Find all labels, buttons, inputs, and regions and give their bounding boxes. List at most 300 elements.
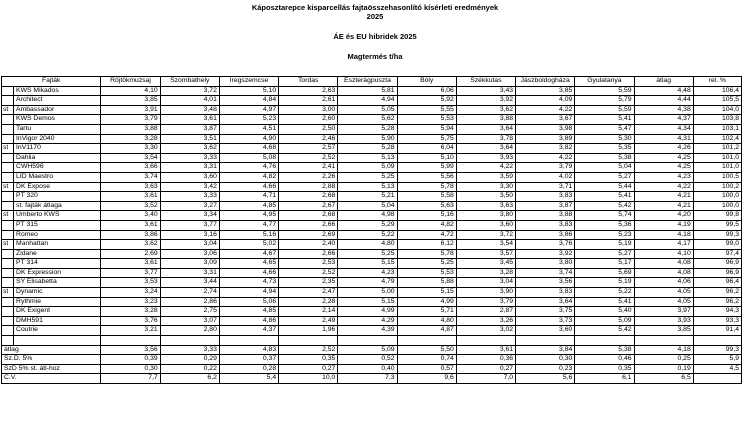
yield-cell: 3,93 [634,316,693,326]
standard-mark [2,268,14,278]
yield-cell: 99,5 [693,220,741,230]
variety-name: Umberto KWS [14,211,101,221]
yield-cell: 4,51 [219,124,278,134]
summary-cell: 0,28 [219,364,278,374]
header-gyulatanya: Gyulatanya [575,77,634,87]
yield-cell: 3,98 [516,124,575,134]
summary-cell: 3,84 [516,345,575,355]
summary-cell: 4,83 [219,345,278,355]
yield-cell: 101,2 [693,144,741,154]
summary-cell: 0,52 [338,355,397,365]
summary-label: Sz.D. 5% [2,355,101,365]
yield-cell: 3,88 [516,211,575,221]
yield-cell: 3,07 [160,316,219,326]
yield-cell: 2,80 [160,326,219,336]
yield-cell: 96,9 [693,259,741,269]
report-year: 2025 [366,12,384,21]
yield-cell: 3,66 [101,163,160,173]
yield-cell: 3,31 [160,268,219,278]
summary-cell: 0,27 [279,364,338,374]
table-row [2,144,742,154]
summary-cell: 0,25 [634,355,693,365]
yield-cell: 5,55 [397,105,456,115]
yield-cell: 5,56 [397,172,456,182]
yield-cell: 4,22 [516,153,575,163]
table-row [2,163,742,173]
yield-cell: 3,62 [160,144,219,154]
yield-cell: 3,23 [101,297,160,307]
yield-cell: 2,50 [279,124,338,134]
yield-cell: 4,22 [456,163,515,173]
summary-cell: 6,5 [634,374,693,384]
summary-cell: 0,35 [575,364,634,374]
variety-name: SY Elisabetta [14,278,101,288]
header-tordas: Tordas [279,77,338,87]
yield-cell: 5,41 [575,297,634,307]
summary-row [2,364,742,374]
yield-cell: 4,21 [634,192,693,202]
yield-cell: 4,99 [397,297,456,307]
yield-cell: 4,05 [634,288,693,298]
yield-cell: 4,37 [634,115,693,125]
yield-cell: 3,33 [160,192,219,202]
yield-cell: 4,73 [219,278,278,288]
yield-cell: 2,49 [279,316,338,326]
yield-cell: 3,72 [160,86,219,96]
yield-cell: 3,51 [160,134,219,144]
standard-mark: st [2,211,14,221]
empty-cell [219,336,278,346]
variety-name: DK Expose [14,182,101,192]
summary-cell: 0,74 [397,355,456,365]
standard-mark [2,96,14,106]
standard-mark: st [2,240,14,250]
yield-cell: 3,92 [456,96,515,106]
yield-cell: 4,39 [338,326,397,336]
yield-cell: 99,3 [693,230,741,240]
yield-cell: 100,0 [693,201,741,211]
summary-cell: 4,5 [693,364,741,374]
variety-name: Romeo [14,230,101,240]
yield-cell: 4,17 [634,240,693,250]
yield-cell: 3,90 [456,288,515,298]
variety-name: PT 315 [14,220,101,230]
summary-cell: 3,61 [456,345,515,355]
yield-cell: 2,67 [279,201,338,211]
yield-cell: 97,4 [693,249,741,259]
yield-cell: 2,69 [279,230,338,240]
table-row [2,172,742,182]
header-jaszboldoghaza: Jászboldogháza [516,77,575,87]
summary-cell: 4,18 [634,345,693,355]
standard-mark [2,297,14,307]
yield-cell: 1,96 [279,326,338,336]
yield-cell: 3,85 [101,96,160,106]
summary-cell: 2,52 [279,345,338,355]
yield-cell: 5,19 [575,240,634,250]
variety-name: DMH591 [14,316,101,326]
yield-cell: 3,16 [160,230,219,240]
spacer-row [2,336,742,346]
yield-cell: 4,80 [338,240,397,250]
yield-cell: 3,28 [101,134,160,144]
yield-cell: 5,25 [338,172,397,182]
summary-cell: 3,33 [160,345,219,355]
yield-cell: 3,62 [456,105,515,115]
summary-cell: 7,0 [456,374,515,384]
variety-name: Rythmie [14,297,101,307]
table-row [2,288,742,298]
yield-cell: 2,86 [160,297,219,307]
summary-cell: 0,23 [516,364,575,374]
yield-cell: 5,25 [338,249,397,259]
yield-cell: 5,21 [338,192,397,202]
yield-cell: 4,20 [634,211,693,221]
yield-cell: 4,06 [634,278,693,288]
yield-cell: 2,47 [279,288,338,298]
yield-cell: 2,60 [279,115,338,125]
yield-cell: 4,21 [634,201,693,211]
yield-cell: 4,95 [219,211,278,221]
yield-cell: 3,45 [456,259,515,269]
yield-cell: 3,64 [456,144,515,154]
yield-cell: 5,28 [338,124,397,134]
yield-cell: 5,09 [575,316,634,326]
yield-cell: 5,10 [219,86,278,96]
yield-cell: 5,44 [575,182,634,192]
yield-cell: 3,06 [160,249,219,259]
summary-row [2,345,742,355]
yield-cell: 3,82 [516,144,575,154]
yield-cell: 5,79 [575,96,634,106]
yield-cell: 4,25 [634,163,693,173]
yield-cell: 6,12 [397,240,456,250]
summary-cell: 5,50 [397,345,456,355]
yield-cell: 5,23 [575,230,634,240]
yield-cell: 3,83 [516,288,575,298]
yield-cell: 3,64 [456,124,515,134]
variety-name: DK Expression [14,268,101,278]
yield-cell: 5,22 [338,230,397,240]
empty-cell [14,336,101,346]
header-relative: rel. % [693,77,741,87]
yield-cell: 3,85 [516,86,575,96]
summary-cell: 0,30 [101,364,160,374]
empty-cell [516,336,575,346]
header-variety: Fajták [2,77,101,87]
summary-cell: 7,3 [338,374,397,384]
yield-cell: 5,53 [397,268,456,278]
yield-cell: 4,77 [219,220,278,230]
table-row [2,134,742,144]
yield-cell: 4,08 [634,259,693,269]
yield-cell: 3,00 [279,105,338,115]
yield-cell: 3,43 [456,86,515,96]
yield-cell: 5,02 [219,240,278,250]
yield-cell: 5,53 [397,115,456,125]
yield-cell: 3,63 [456,201,515,211]
yield-cell: 3,77 [160,220,219,230]
yield-cell: 3,57 [456,249,515,259]
yield-cell: 3,74 [101,172,160,182]
yield-cell: 3,61 [160,115,219,125]
yield-cell: 4,23 [634,172,693,182]
yield-cell: 3,87 [516,201,575,211]
yield-cell: 4,94 [219,288,278,298]
summary-rows [2,336,742,384]
yield-cell: 4,65 [219,259,278,269]
header-szekkutas: Székkutas [456,77,515,87]
variety-name: Ambassador [14,105,101,115]
yield-cell: 5,16 [219,230,278,240]
report-title: Káposztarepce kisparcellás fajtaösszehasonlító kísérleti eredmények [251,3,499,12]
table-row [2,124,742,134]
yield-cell: 5,04 [575,163,634,173]
yield-cell: 5,30 [575,134,634,144]
yield-cell: 3,53 [101,278,160,288]
yield-cell: 106,4 [693,86,741,96]
summary-label: átlag [2,345,101,355]
yield-cell: 4,85 [219,201,278,211]
yield-cell: 3,64 [516,297,575,307]
yield-cell: 2,88 [279,182,338,192]
yield-cell: 5,59 [575,105,634,115]
yield-cell: 2,52 [279,268,338,278]
yield-cell: 5,41 [575,115,634,125]
yield-cell: 102,4 [693,134,741,144]
yield-cell: 4,01 [160,96,219,106]
yield-cell: 103,8 [693,115,741,125]
summary-cell: 5,38 [575,345,634,355]
yield-cell: 2,46 [279,134,338,144]
variety-name: DK Exigent [14,307,101,317]
yield-cell: 4,10 [634,249,693,259]
yield-cell: 3,67 [516,115,575,125]
yield-cell: 100,2 [693,182,741,192]
yield-cell: 3,86 [516,230,575,240]
standard-mark [2,316,14,326]
yield-cell: 2,41 [279,163,338,173]
yield-cell: 3,28 [101,307,160,317]
standard-mark [2,201,14,211]
header-eszteragpuszta: Eszterágpuszta [338,77,397,87]
yield-cell: 4,23 [338,268,397,278]
yield-cell: 5,13 [338,153,397,163]
table-row [2,297,742,307]
yield-cell: 3,92 [516,249,575,259]
results-table [1,76,742,384]
table-row [2,211,742,221]
yield-cell: 2,68 [279,211,338,221]
yield-cell: 3,59 [456,172,515,182]
summary-cell: 0,29 [160,355,219,365]
yield-cell: 4,68 [219,144,278,154]
yield-cell: 2,57 [279,144,338,154]
yield-cell: 4,87 [397,326,456,336]
yield-cell: 105,5 [693,96,741,106]
yield-cell: 5,27 [575,172,634,182]
summary-row [2,374,742,384]
summary-cell: 0,57 [397,364,456,374]
summary-cell: 5,09 [338,345,397,355]
yield-cell: 4,44 [634,96,693,106]
yield-cell: 104,0 [693,105,741,115]
yield-cell: 96,2 [693,297,741,307]
summary-cell: 9,6 [397,374,456,384]
yield-cell: 3,33 [160,153,219,163]
summary-cell: 7,7 [101,374,160,384]
empty-cell [575,336,634,346]
report-subtitle: ÁE és EU hibridek 2025 [333,32,417,41]
summary-cell: 0,37 [219,355,278,365]
yield-cell: 3,60 [456,220,515,230]
yield-cell: 100,5 [693,172,741,182]
table-row [2,153,742,163]
variety-name: Dahlia [14,153,101,163]
yield-cell: 91,4 [693,326,741,336]
table-row [2,220,742,230]
empty-cell [634,336,693,346]
standard-mark [2,192,14,202]
empty-cell [160,336,219,346]
yield-cell: 6,04 [397,144,456,154]
yield-cell: 4,34 [634,124,693,134]
yield-cell: 3,75 [516,307,575,317]
table-row [2,96,742,106]
yield-cell: 3,72 [456,230,515,240]
yield-cell: 4,05 [634,297,693,307]
summary-cell: 0,35 [279,355,338,365]
standard-mark [2,172,14,182]
yield-cell: 3,30 [101,144,160,154]
standard-mark [2,86,14,96]
yield-cell: 3,21 [101,326,160,336]
yield-cell: 5,15 [338,297,397,307]
yield-cell: 3,02 [456,326,515,336]
yield-cell: 3,97 [634,307,693,317]
empty-cell [2,336,14,346]
standard-mark [2,220,14,230]
summary-cell: 5,6 [516,374,575,384]
yield-cell: 5,94 [397,124,456,134]
yield-cell: 5,09 [338,163,397,173]
yield-cell: 4,98 [338,211,397,221]
table-row [2,259,742,269]
table-row [2,105,742,115]
standard-mark [2,115,14,125]
yield-cell: 4,80 [397,316,456,326]
yield-cell: 5,99 [397,163,456,173]
header-szombathely: Szombathely [160,77,219,87]
yield-cell: 4,66 [219,268,278,278]
yield-cell: 4,94 [338,96,397,106]
yield-cell: 101,0 [693,163,741,173]
yield-cell: 3,79 [516,163,575,173]
standard-mark [2,278,14,288]
yield-cell: 100,0 [693,192,741,202]
yield-cell: 5,62 [338,115,397,125]
summary-cell: 3,56 [101,345,160,355]
yield-cell: 3,60 [516,326,575,336]
yield-cell: 3,83 [516,220,575,230]
yield-cell: 5,58 [397,192,456,202]
summary-cell: 0,36 [456,355,515,365]
yield-cell: 3,48 [160,105,219,115]
yield-cell: 5,08 [219,153,278,163]
yield-cell: 3,76 [516,240,575,250]
yield-cell: 3,61 [101,220,160,230]
variety-name: LID Maestro [14,172,101,182]
yield-cell: 5,47 [575,124,634,134]
yield-cell: 2,66 [279,249,338,259]
yield-cell: 4,76 [219,163,278,173]
yield-cell: 4,79 [338,278,397,288]
yield-cell: 5,42 [575,326,634,336]
yield-cell: 4,37 [219,326,278,336]
yield-cell: 99,0 [693,240,741,250]
yield-cell: 2,26 [279,172,338,182]
yield-cell: 3,56 [516,278,575,288]
header-average: átlag [634,77,693,87]
variety-name: st. fajták átlaga [14,201,101,211]
standard-mark: st [2,105,14,115]
variety-name: Zidane [14,249,101,259]
summary-cell: 0,40 [338,364,397,374]
yield-cell: 4,66 [219,182,278,192]
yield-cell: 5,19 [575,278,634,288]
yield-cell: 2,74 [160,288,219,298]
yield-cell: 3,61 [101,259,160,269]
yield-cell: 3,83 [516,192,575,202]
yield-cell: 3,28 [456,268,515,278]
standard-mark [2,163,14,173]
yield-cell: 5,63 [397,201,456,211]
yield-cell: 2,68 [279,192,338,202]
yield-cell: 5,35 [575,144,634,154]
yield-cell: 3,87 [160,124,219,134]
yield-cell: 4,48 [634,86,693,96]
yield-cell: 4,02 [516,172,575,182]
table-row [2,326,742,336]
yield-cell: 5,78 [397,249,456,259]
yield-cell: 3,80 [516,259,575,269]
yield-cell: 4,19 [634,220,693,230]
empty-cell [338,336,397,346]
yield-cell: 3,34 [160,211,219,221]
variety-name: PT 314 [14,259,101,269]
standard-mark [2,124,14,134]
yield-cell: 2,28 [279,297,338,307]
yield-cell: 3,86 [101,230,160,240]
yield-cell: 2,61 [279,96,338,106]
yield-cell: 4,86 [219,316,278,326]
empty-cell [101,336,160,346]
variety-name: InV1170 [14,144,101,154]
yield-cell: 96,9 [693,268,741,278]
summary-cell: 0,27 [456,364,515,374]
yield-cell: 5,04 [338,201,397,211]
standard-mark: st [2,144,14,154]
yield-cell: 5,78 [397,182,456,192]
yield-cell: 5,74 [575,211,634,221]
yield-cell: 3,80 [456,211,515,221]
summary-row [2,355,742,365]
table-row [2,268,742,278]
standard-mark: st [2,288,14,298]
table-row [2,230,742,240]
standard-mark [2,134,14,144]
yield-cell: 5,88 [397,278,456,288]
